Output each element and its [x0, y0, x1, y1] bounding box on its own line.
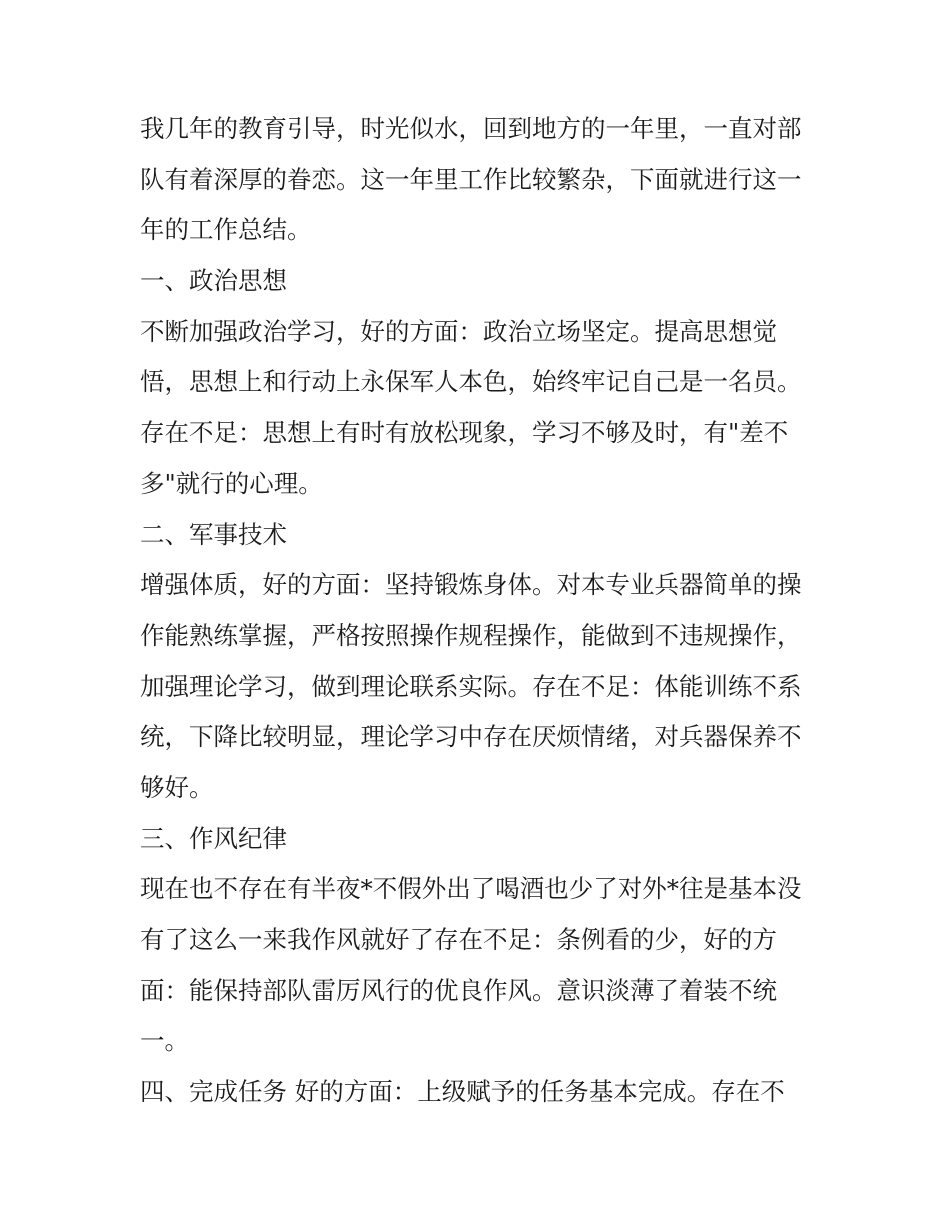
- text-line: 够好。: [140, 772, 214, 802]
- section-heading: 三、作风纪律: [140, 823, 287, 853]
- text-line: 作能熟练掌握，严格按照操作规程操作，能做到不违规操作，: [140, 620, 802, 650]
- text-line: 现在也不存在有半夜*不假外出了喝酒也少了对外*往是基本没: [140, 874, 802, 904]
- section-heading: 一、政治思想: [140, 266, 287, 296]
- text-line: 有了这么一来我作风就好了存在不足：条例看的少，好的方: [140, 925, 777, 954]
- text-line: 增强体质，好的方面：坚持锻炼身体。对本专业兵器简单的操: [140, 570, 802, 600]
- text-line: 一。: [140, 1026, 189, 1056]
- text-line: 我几年的教育引导，时光似水，回到地方的一年里，一直对部: [140, 114, 802, 143]
- text-line: 不断加强政治学习，好的方面：政治立场坚定。提高思想觉: [140, 316, 777, 346]
- text-line: 多"就行的心理。: [140, 468, 323, 498]
- section-heading: 二、军事技术: [140, 519, 287, 549]
- text-line: 加强理论学习，做到理论联系实际。存在不足：体能训练不系: [140, 671, 802, 701]
- body-text: [140, 104, 820, 1118]
- text-line: 面：能保持部队雷厉风行的优良作风。意识淡薄了着装不统: [140, 975, 777, 1005]
- section-heading: 四、完成任务 好的方面：上级赋予的任务基本完成。存在不: [140, 1077, 785, 1107]
- text-line: 悟，思想上和行动上永保军人本色，始终牢记自己是一名员。: [140, 367, 802, 397]
- text-line: 队有着深厚的眷恋。这一年里工作比较繁杂，下面就进行这一: [140, 164, 802, 194]
- text-line: 统，下降比较明显，理论学习中存在厌烦情绪，对兵器保养不: [140, 722, 802, 752]
- text-line: 存在不足：思想上有时有放松现象，学习不够及时，有"差不: [140, 418, 789, 448]
- text-line: 年的工作总结。: [140, 215, 312, 245]
